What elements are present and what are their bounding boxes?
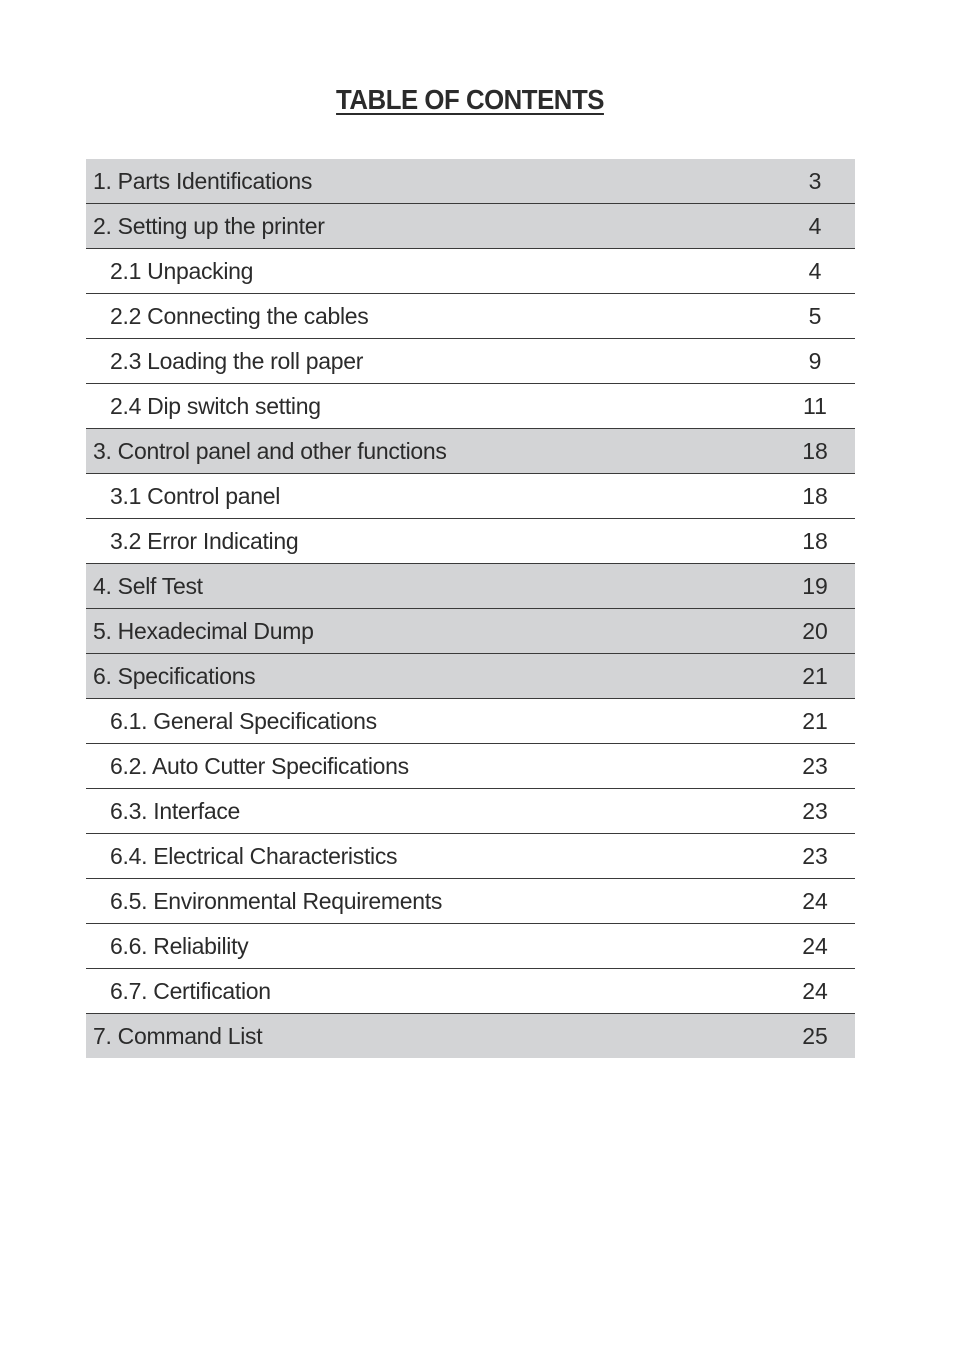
toc-entry-page-number: 3 [808,167,822,194]
toc-entry [86,834,855,879]
toc-entry-label: 6.5. Environmental Requirements [110,887,443,914]
toc-entry-label: 6.2. Auto Cutter Specifications [110,752,409,779]
toc-entry-label: 2.3 Loading the roll paper [110,347,364,374]
toc-entry [86,609,855,654]
toc-entry [86,879,855,924]
toc-entry-page-number: 23 [802,752,828,779]
toc-entry [86,159,855,204]
page-title: TABLE OF CONTENTS [336,84,604,115]
toc-entry-page-number: 19 [802,572,828,599]
toc-entry-page-number: 20 [802,617,828,644]
toc-entry-label: 2. Setting up the printer [93,212,325,239]
toc-entry [86,744,855,789]
toc-entry-page-number: 23 [802,842,828,869]
toc-entry-page-number: 21 [802,707,828,734]
toc-entry-label: 3.2 Error Indicating [110,527,299,554]
toc-entry-label: 6.6. Reliability [110,932,249,959]
toc-entry [86,969,855,1014]
toc-entry-page-number: 4 [808,257,822,284]
toc-entry-page-number: 18 [802,437,828,464]
toc-entry-label: 3.1 Control panel [110,482,281,509]
toc-entry-label: 3. Control panel and other functions [93,437,447,464]
toc-entry-page-number: 25 [802,1022,828,1049]
toc-entry-page-number: 11 [803,392,827,419]
toc-entry-page-number: 5 [808,302,822,329]
toc-entry-page-number: 18 [802,482,828,509]
toc-entry-page-number: 21 [802,662,828,689]
toc-entry-page-number: 23 [802,797,828,824]
toc-entry [86,924,855,969]
toc-entry-label: 6.1. General Specifications [110,707,377,734]
toc-entry-page-number: 24 [802,887,828,914]
toc-entry-label: 6. Specifications [93,662,256,689]
toc-entry-label: 4. Self Test [93,572,203,599]
toc-entry [86,429,855,474]
toc-entry-label: 7. Command List [93,1022,263,1049]
toc-entry [86,294,855,339]
toc-entry-page-number: 24 [802,932,828,959]
toc-entry [86,474,855,519]
toc-entry [86,789,855,834]
toc-entry-label: 6.3. Interface [110,797,241,824]
toc-entry [86,699,855,744]
toc-entry [86,654,855,699]
toc-entry-page-number: 4 [808,212,822,239]
toc-entry [86,564,855,609]
toc-entry-label: 1. Parts Identifications [93,167,313,194]
table-of-contents [86,159,855,1058]
toc-entry-label: 6.4. Electrical Characteristics [110,842,398,869]
toc-entry [86,519,855,564]
toc-entry-page-number: 24 [802,977,828,1004]
toc-entry-page-number: 9 [808,347,822,374]
toc-entry-label: 2.1 Unpacking [110,257,254,284]
toc-entry [86,384,855,429]
toc-entry [86,249,855,294]
toc-entry-label: 2.2 Connecting the cables [110,302,369,329]
toc-entry-label: 5. Hexadecimal Dump [93,617,314,644]
toc-entry-label: 2.4 Dip switch setting [110,392,321,419]
toc-entry [86,204,855,249]
toc-entry-page-number: 18 [802,527,828,554]
toc-entry-label: 6.7. Certification [110,977,271,1004]
toc-entry [86,339,855,384]
toc-entry [86,1014,855,1058]
